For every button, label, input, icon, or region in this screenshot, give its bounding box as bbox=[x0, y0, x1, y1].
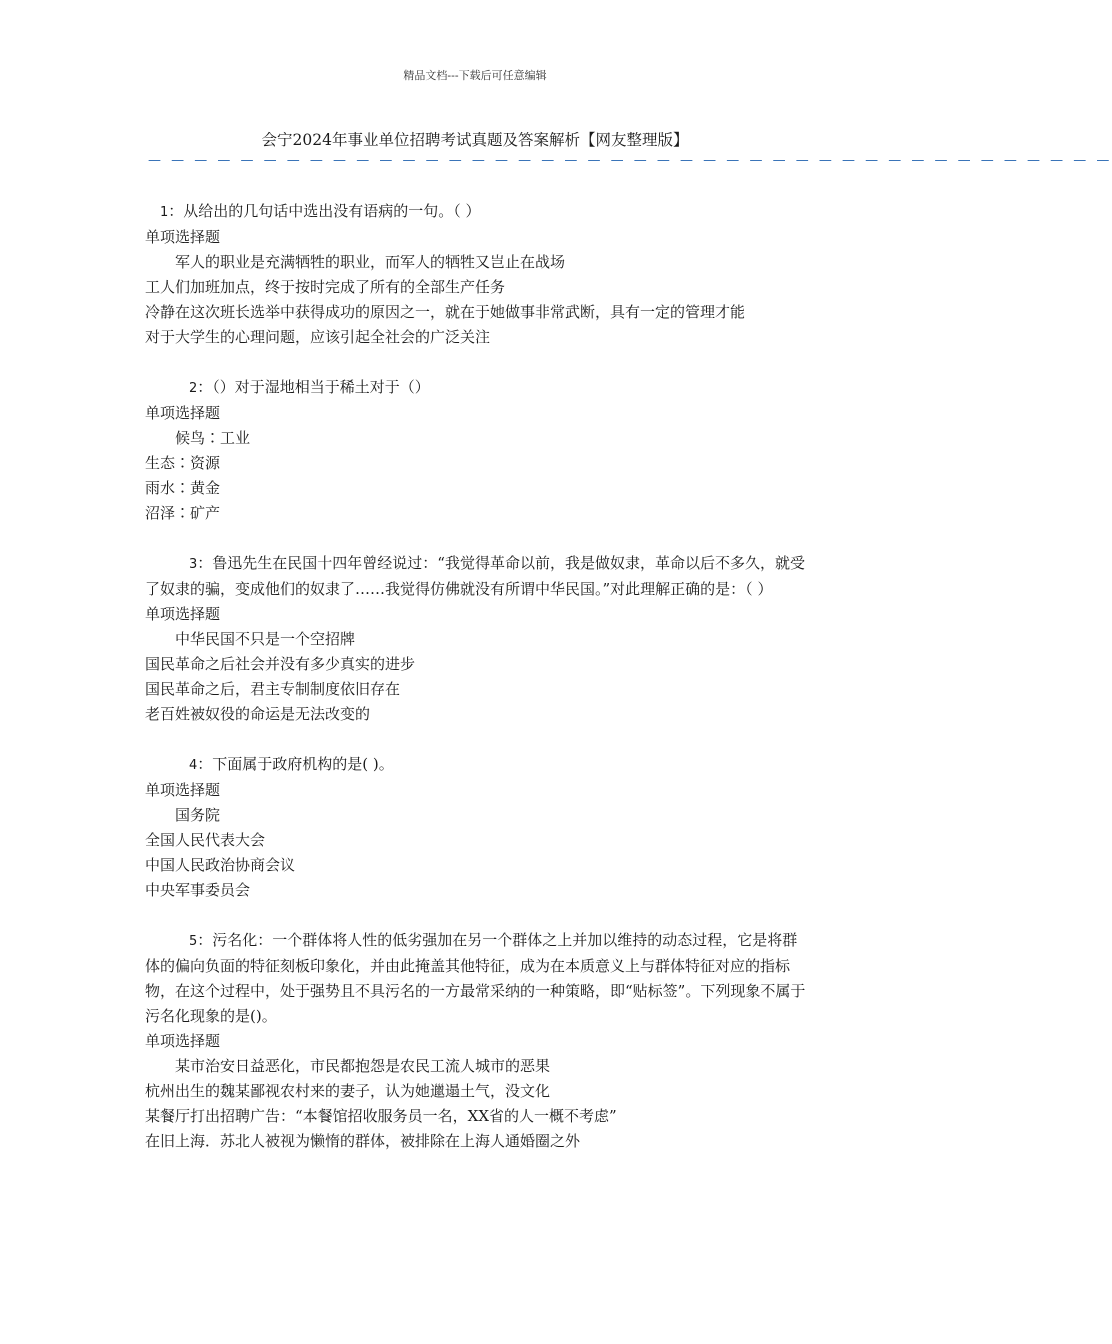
question-stem bbox=[145, 928, 810, 1029]
option-b: 生态∶资源 bbox=[145, 454, 221, 472]
question-text: ：污名化：一个群体将人性的低劣强加在另一个群体之上并加以维持的动态过程，它是将群体的偏向负面的特征刻板印象化，并由此掩盖其他特征，成为在本质意义上与群体特征对应的指标物，在这个过程中，处于强势且不具污名的一方最常采纳的一种策略，即“贴标签”。下列现象不属于污名化现象的是()。 bbox=[145, 931, 806, 1025]
question-stem bbox=[145, 375, 810, 401]
question-1 bbox=[145, 199, 810, 350]
question-text: ：从给出的几句话中选出没有语病的一句。（ ） bbox=[168, 202, 481, 220]
question-type: 单项选择题 bbox=[145, 228, 221, 246]
option-c: 国民革命之后，君主专制制度依旧存在 bbox=[145, 680, 401, 698]
question-number: 5 bbox=[189, 934, 198, 949]
option-a: 中华民国不只是一个空招牌 bbox=[175, 630, 356, 648]
question-5 bbox=[145, 928, 810, 1154]
option-a: 军人的职业是充满牺牲的职业，而军人的牺牲又岂止在战场 bbox=[175, 253, 566, 271]
question-type: 单项选择题 bbox=[145, 605, 221, 623]
option-d: 对于大学生的心理问题，应该引起全社会的广泛关注 bbox=[145, 328, 491, 346]
question-number: 4 bbox=[189, 758, 198, 773]
option-d: 中央军事委员会 bbox=[145, 881, 251, 899]
option-a: 国务院 bbox=[175, 806, 221, 824]
header-note: 精品文档---下载后可任意编辑 bbox=[403, 69, 547, 82]
option-d: 在旧上海．苏北人被视为懒惰的群体，被排除在上海人通婚圈之外 bbox=[145, 1132, 581, 1150]
question-text: ：下面属于政府机构的是( )。 bbox=[197, 755, 394, 773]
question-type: 单项选择题 bbox=[145, 781, 221, 799]
option-d: 沼泽∶矿产 bbox=[145, 504, 221, 522]
question-number: 1 bbox=[160, 205, 169, 220]
question-4 bbox=[145, 752, 810, 903]
question-number: 2 bbox=[189, 381, 198, 396]
question-stem bbox=[145, 752, 810, 778]
question-stem bbox=[145, 199, 810, 225]
option-c: 雨水∶黄金 bbox=[145, 479, 221, 497]
question-type: 单项选择题 bbox=[145, 404, 221, 422]
document-title: 会宁2024年事业单位招聘考试真题及答案解析【网友整理版】 bbox=[261, 131, 689, 149]
option-b: 工人们加班加点，终于按时完成了所有的全部生产任务 bbox=[145, 278, 506, 296]
question-stem bbox=[145, 551, 810, 602]
question-type: 单项选择题 bbox=[145, 1032, 221, 1050]
question-text: ：鲁迅先生在民国十四年曾经说过：“我觉得革命以前，我是做奴隶，革命以后不多久，就受了奴隶的骗，变成他们的奴隶了……我觉得仿佛就没有所谓中华民国。”对此理解正确的是：（ ） bbox=[145, 554, 805, 598]
option-c: 某餐厅打出招聘广告：“本餐馆招收服务员一名，XX省的人一概不考虑” bbox=[145, 1107, 617, 1125]
option-b: 国民革命之后社会并没有多少真实的进步 bbox=[145, 655, 416, 673]
question-3 bbox=[145, 551, 810, 727]
option-a: 候鸟∶工业 bbox=[175, 429, 251, 447]
question-number: 3 bbox=[189, 557, 198, 572]
question-text: ：（）对于湿地相当于稀土对于（） bbox=[197, 378, 430, 396]
option-b: 杭州出生的魏某鄙视农村来的妻子，认为她邋遢土气，没文化 bbox=[145, 1082, 551, 1100]
title-divider: — — — — — — — — — — — — — — — — — — — — — — — — — — — — — — — — — — — — — — — — — — bbox=[148, 153, 1112, 168]
option-b: 全国人民代表大会 bbox=[145, 831, 266, 849]
option-a: 某市治安日益恶化，市民都抱怨是农民工流人城市的恶果 bbox=[175, 1057, 551, 1075]
question-list bbox=[145, 199, 810, 1179]
option-c: 中国人民政治协商会议 bbox=[145, 856, 296, 874]
option-c: 冷静在这次班长选举中获得成功的原因之一，就在于她做事非常武断，具有一定的管理才能 bbox=[145, 303, 746, 321]
question-2 bbox=[145, 375, 810, 526]
option-d: 老百姓被奴役的命运是无法改变的 bbox=[145, 705, 371, 723]
